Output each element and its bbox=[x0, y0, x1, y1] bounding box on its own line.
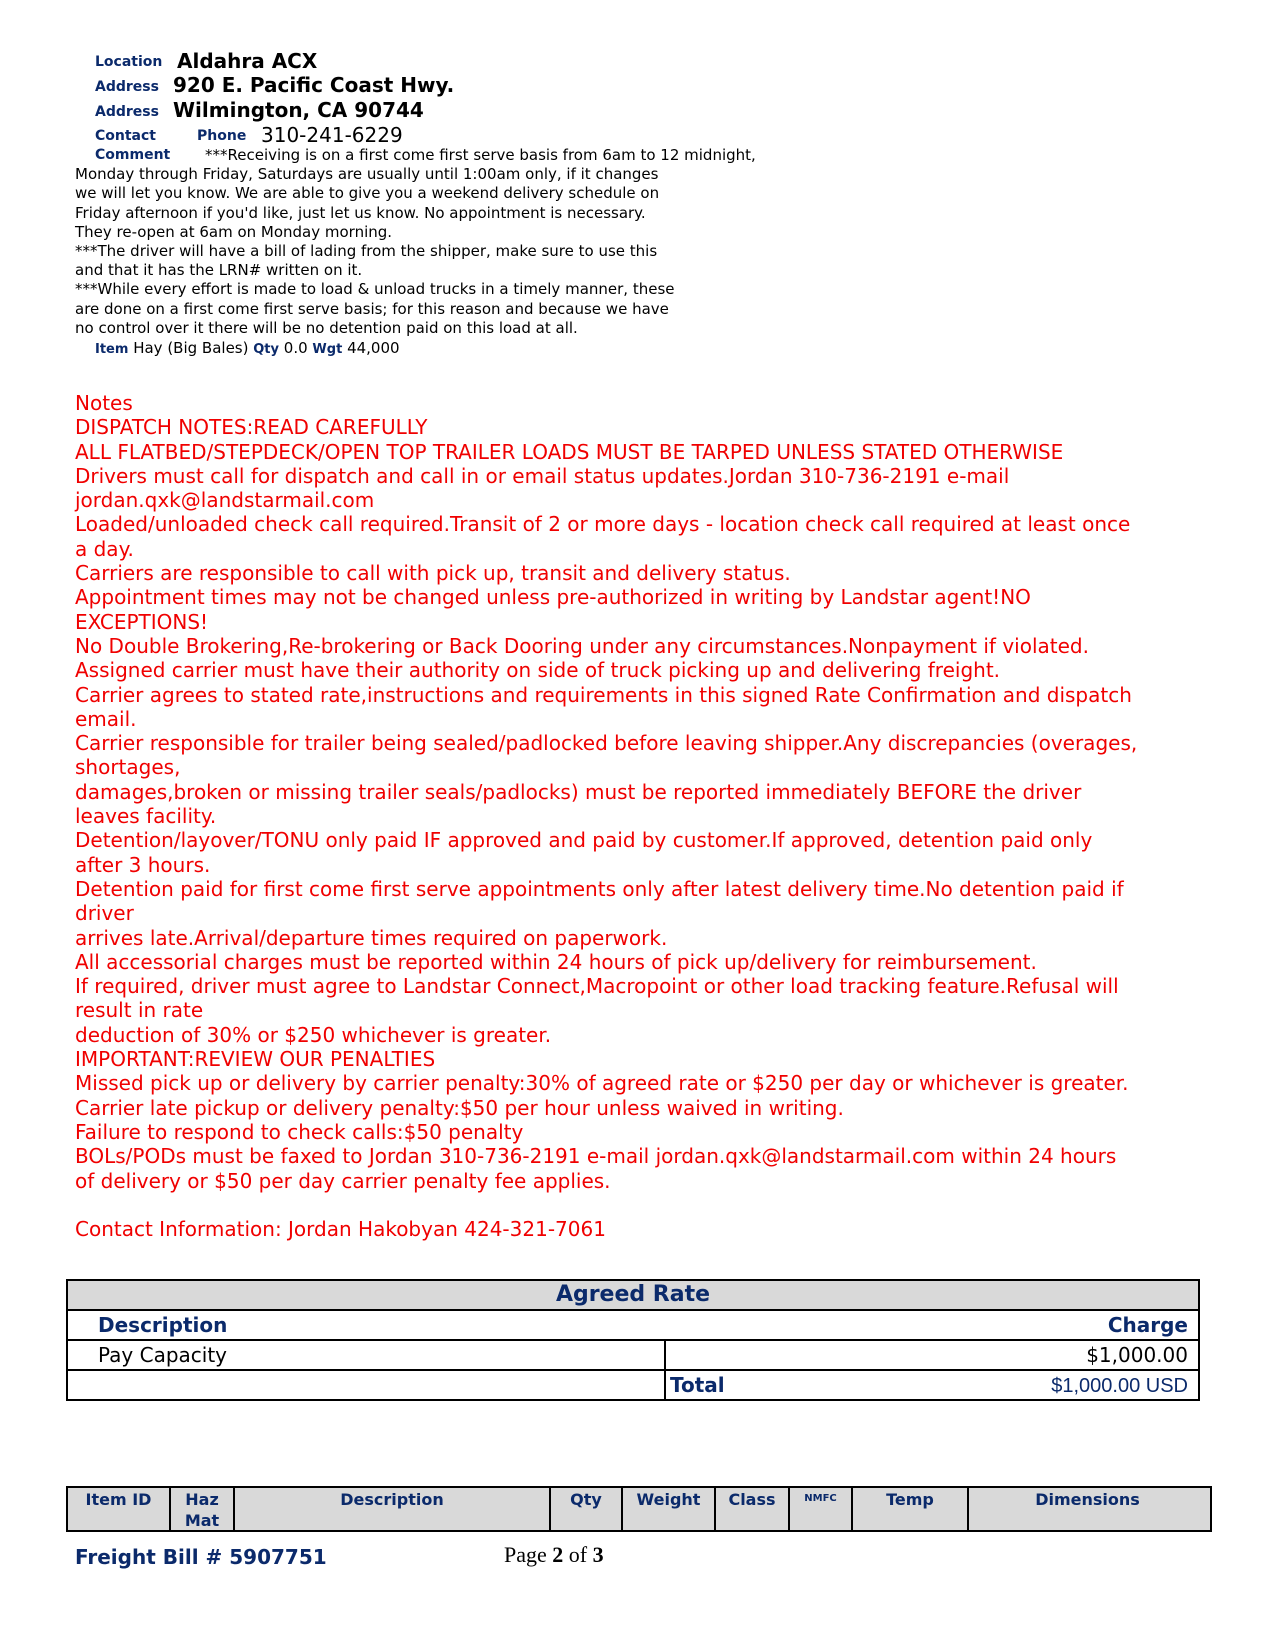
notes-line: Appointment times may not be changed unless pre-authorized in writing by Landstar agent!NO bbox=[75, 585, 1031, 610]
agreed-rate-title: Agreed Rate bbox=[68, 1281, 1198, 1311]
page-indicator bbox=[504, 1542, 604, 1568]
description-header: Description bbox=[98, 1313, 228, 1337]
col-description: Description bbox=[235, 1488, 551, 1530]
comment-block bbox=[75, 146, 835, 338]
item-label: Item bbox=[95, 342, 129, 357]
notes-line: deduction of 30% or $250 whichever is greater. bbox=[75, 1022, 552, 1047]
phone-number: 310-241-6229 bbox=[261, 123, 403, 147]
col-qty: Qty bbox=[551, 1488, 623, 1530]
col-haz-mat: Haz Mat bbox=[171, 1488, 235, 1530]
total-value: $1,000.00 USD bbox=[1051, 1375, 1188, 1397]
contact-label: Contact bbox=[95, 128, 156, 144]
comment-line: Friday afternoon if you'd like, just let us know. No appointment is necessary. bbox=[75, 203, 646, 222]
total-label: Total bbox=[670, 1373, 725, 1397]
page-total: 3 bbox=[592, 1542, 604, 1567]
notes-line: result in rate bbox=[75, 998, 204, 1023]
comment-line: ***While every effort is made to load & unload trucks in a timely manner, these bbox=[75, 280, 675, 299]
qty-value: 0.0 bbox=[283, 339, 308, 357]
item-line bbox=[95, 339, 400, 357]
notes-line: DISPATCH NOTES:READ CAREFULLY bbox=[75, 415, 428, 440]
notes-line: Carrier responsible for trailer being sealed/padlocked before leaving shipper.Any discrepancies (overages, bbox=[75, 731, 1138, 756]
notes-line: No Double Brokering,Re-brokering or Back Dooring under any circumstances.Nonpayment if violated. bbox=[75, 633, 1089, 658]
page-number: 2 bbox=[552, 1542, 564, 1567]
column-divider bbox=[664, 1341, 666, 1369]
column-divider bbox=[664, 1371, 666, 1399]
notes-line: after 3 hours. bbox=[75, 852, 211, 877]
rate-line-row bbox=[68, 1341, 1198, 1371]
wgt-value: 44,000 bbox=[347, 339, 400, 357]
notes-line: All accessorial charges must be reported within 24 hours of pick up/delivery for reimbursement. bbox=[75, 949, 1037, 974]
page-prefix: Page bbox=[504, 1542, 553, 1567]
wgt-label: Wgt bbox=[312, 342, 343, 357]
rate-line-description: Pay Capacity bbox=[98, 1343, 228, 1367]
notes-line: Carrier late pickup or delivery penalty:$50 per hour unless waived in writing. bbox=[75, 1095, 844, 1120]
notes-line: jordan.qxk@landstarmail.com bbox=[75, 488, 375, 513]
col-weight: Weight bbox=[623, 1488, 716, 1530]
notes-line: Carriers are responsible to call with pick up, transit and delivery status. bbox=[75, 561, 791, 586]
notes-line: Contact Information: Jordan Hakobyan 424-321-7061 bbox=[75, 1217, 606, 1242]
notes-line: Detention paid for first come first serve appointments only after latest delivery time.No detention paid if bbox=[75, 876, 1124, 901]
rate-total-row bbox=[68, 1371, 1198, 1399]
col-class: Class bbox=[716, 1488, 790, 1530]
notes-line: email. bbox=[75, 706, 137, 731]
notes-line: damages,broken or missing trailer seals/padlocks) must be reported immediately BEFORE the driver bbox=[75, 779, 1082, 804]
comment-line: ***Receiving is on a first come first serve basis from 6am to 12 midnight, bbox=[205, 146, 756, 164]
notes-line: Missed pick up or delivery by carrier penalty:30% of agreed rate or $250 per day or whichever is greater. bbox=[75, 1071, 1129, 1096]
rate-line-charge: $1,000.00 bbox=[1086, 1343, 1188, 1367]
notes-line: If required, driver must agree to Landstar Connect,Macropoint or other load tracking feature.Refusal will bbox=[75, 974, 1119, 999]
address-label: Address bbox=[95, 79, 159, 95]
col-dimensions: Dimensions bbox=[1035, 1490, 1140, 1509]
notes-line bbox=[75, 1193, 1205, 1217]
comment-line: ***The driver will have a bill of lading from the shipper, make sure to use this bbox=[75, 242, 658, 261]
item-detail-header bbox=[66, 1486, 1212, 1532]
item-value: Hay (Big Bales) bbox=[133, 339, 249, 357]
comment-line: and that it has the LRN# written on it. bbox=[75, 261, 363, 280]
notes-line: Detention/layover/TONU only paid IF approved and paid by customer.If approved, detention paid only bbox=[75, 828, 1093, 853]
notes-line: a day. bbox=[75, 536, 134, 561]
notes-line: leaves facility. bbox=[75, 804, 217, 829]
address-line-1: 920 E. Pacific Coast Hwy. bbox=[173, 73, 455, 97]
notes-line: IMPORTANT:REVIEW OUR PENALTIES bbox=[75, 1047, 436, 1072]
comment-line: Monday through Friday, Saturdays are usually until 1:00am only, if it changes bbox=[75, 165, 659, 184]
address-line-2: Wilmington, CA 90744 bbox=[173, 98, 424, 122]
comment-line: no control over it there will be no detention paid on this load at all. bbox=[75, 318, 578, 337]
rate-header-row bbox=[68, 1311, 1198, 1341]
col-item-id: Item ID bbox=[68, 1488, 171, 1530]
address-label-2: Address bbox=[95, 104, 159, 120]
notes-line: arrives late.Arrival/departure times required on paperwork. bbox=[75, 925, 668, 950]
location-label: Location bbox=[95, 54, 163, 70]
notes-line: Loaded/unloaded check call required.Transit of 2 or more days - location check call required at least once bbox=[75, 512, 1131, 537]
notes-heading: Notes bbox=[75, 391, 133, 415]
comment-label: Comment bbox=[95, 147, 171, 163]
notes-line: EXCEPTIONS! bbox=[75, 609, 209, 634]
location-name: Aldahra ACX bbox=[177, 49, 318, 73]
charge-header: Charge bbox=[1107, 1313, 1188, 1337]
notes-line: Failure to respond to check calls:$50 penalty bbox=[75, 1119, 524, 1144]
notes-line: Assigned carrier must have their authority on side of truck picking up and delivering freight. bbox=[75, 658, 1001, 683]
notes-line: shortages, bbox=[75, 755, 181, 780]
notes-line: driver bbox=[75, 901, 134, 926]
page-of: of bbox=[563, 1542, 593, 1567]
comment-line: are done on a first come first serve basis; for this reason and because we have bbox=[75, 299, 669, 318]
notes-line: BOLs/PODs must be faxed to Jordan 310-736-2191 e-mail jordan.qxk@landstarmail.com within 24 hours bbox=[75, 1144, 1117, 1169]
comment-line: we will let you know. We are able to give you a weekend delivery schedule on bbox=[75, 184, 660, 203]
qty-label: Qty bbox=[253, 342, 279, 357]
dispatch-notes bbox=[75, 391, 1205, 1241]
agreed-rate-table bbox=[66, 1279, 1200, 1401]
phone-label: Phone bbox=[197, 128, 247, 144]
notes-line: ALL FLATBED/STEPDECK/OPEN TOP TRAILER LOADS MUST BE TARPED UNLESS STATED OTHERWISE bbox=[75, 439, 1064, 464]
notes-line: Carrier agrees to stated rate,instructions and requirements in this signed Rate Confirmation and dispatch bbox=[75, 682, 1132, 707]
col-temp: Temp bbox=[853, 1488, 969, 1530]
comment-line: They re-open at 6am on Monday morning. bbox=[75, 222, 393, 241]
col-nmfc: NMFC bbox=[790, 1488, 853, 1530]
notes-line: of delivery or $50 per day carrier penalty fee applies. bbox=[75, 1168, 611, 1193]
notes-line: Drivers must call for dispatch and call in or email status updates.Jordan 310-736-2191 e-mail bbox=[75, 463, 1010, 488]
freight-bill-number: Freight Bill # 5907751 bbox=[75, 1545, 327, 1569]
